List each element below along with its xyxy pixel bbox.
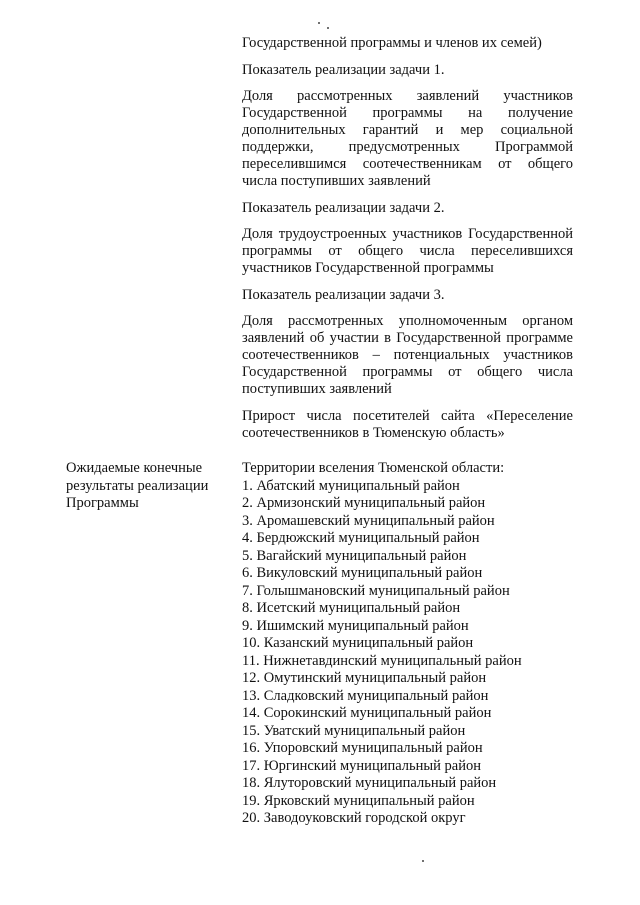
territories-heading: Территории вселения Тюменской области:	[242, 460, 505, 476]
territory-item: 15. Уватский муниципальный район	[242, 722, 466, 739]
territory-item: 7. Голышмановский муниципальный район	[242, 582, 510, 599]
indicator-2-description: Доля трудоустроенных участников Государственной программы от общего числа переселившихся участников Государственной программы	[242, 226, 573, 276]
indicators-column	[242, 35, 573, 442]
territory-item: 6. Викуловский муниципальный район	[242, 565, 483, 581]
site-growth-text: Прирост числа посетителей сайта «Переселение соотечественников в Тюменскую область»	[242, 408, 573, 441]
territory-item: 4. Бердюжский муниципальный район	[242, 530, 480, 546]
scan-speck	[422, 860, 424, 862]
territories-list	[242, 478, 573, 828]
territory-item: 10. Казанский муниципальный район	[242, 635, 474, 651]
territory-item: 2. Армизонский муниципальный район	[242, 495, 486, 511]
indicator-3-description: Доля рассмотренных уполномоченным органом заявлений об участии в Государственной программе соотечественников – потенциальных участников Государственной программы от общего числа поступивших заявлений	[242, 313, 573, 397]
territory-item: 12. Омутинский муниципальный район	[242, 670, 487, 686]
indicator-3-title: Показатель реализации задачи 3.	[242, 287, 445, 303]
territory-item: 3. Аромашевский муниципальный район	[242, 512, 495, 529]
territory-item: 8. Исетский муниципальный район	[242, 600, 461, 616]
territory-item: 1. Абатский муниципальный район	[242, 477, 460, 494]
territory-item: 17. Юргинский муниципальный район	[242, 757, 481, 774]
territory-item: 9. Ишимский муниципальный район	[242, 617, 469, 634]
territory-item: 13. Сладковский муниципальный район	[242, 687, 489, 704]
territory-item: 19. Ярковский муниципальный район	[242, 792, 475, 809]
territory-item: 11. Нижнетавдинский муниципальный район	[242, 652, 522, 669]
scan-speck	[327, 27, 329, 29]
territory-item: 18. Ялуторовский муниципальный район	[242, 775, 497, 791]
indicator-1-description: Доля рассмотренных заявлений участников Государственной программы на получение дополнительных гарантий и мер социальной поддержки, предусмотренных Программой переселившимся соотечественникам от общего числа поступивших заявлений	[242, 88, 573, 189]
territory-item: 5. Вагайский муниципальный район	[242, 547, 467, 564]
territory-item: 14. Сорокинский муниципальный район	[242, 705, 492, 721]
territory-item: 20. Заводоуковский городской округ	[242, 810, 466, 826]
indicator-1-title: Показатель реализации задачи 1.	[242, 62, 445, 78]
territories-block	[242, 460, 573, 828]
scan-speck	[318, 22, 320, 24]
indicator-2-title: Показатель реализации задачи 2.	[242, 200, 445, 216]
intro-tail-text: Государственной программы и членов их семей)	[242, 35, 542, 51]
territory-item: 16. Упоровский муниципальный район	[242, 740, 483, 756]
expected-results-label: Ожидаемые конечные результаты реализации Программы	[66, 460, 209, 511]
